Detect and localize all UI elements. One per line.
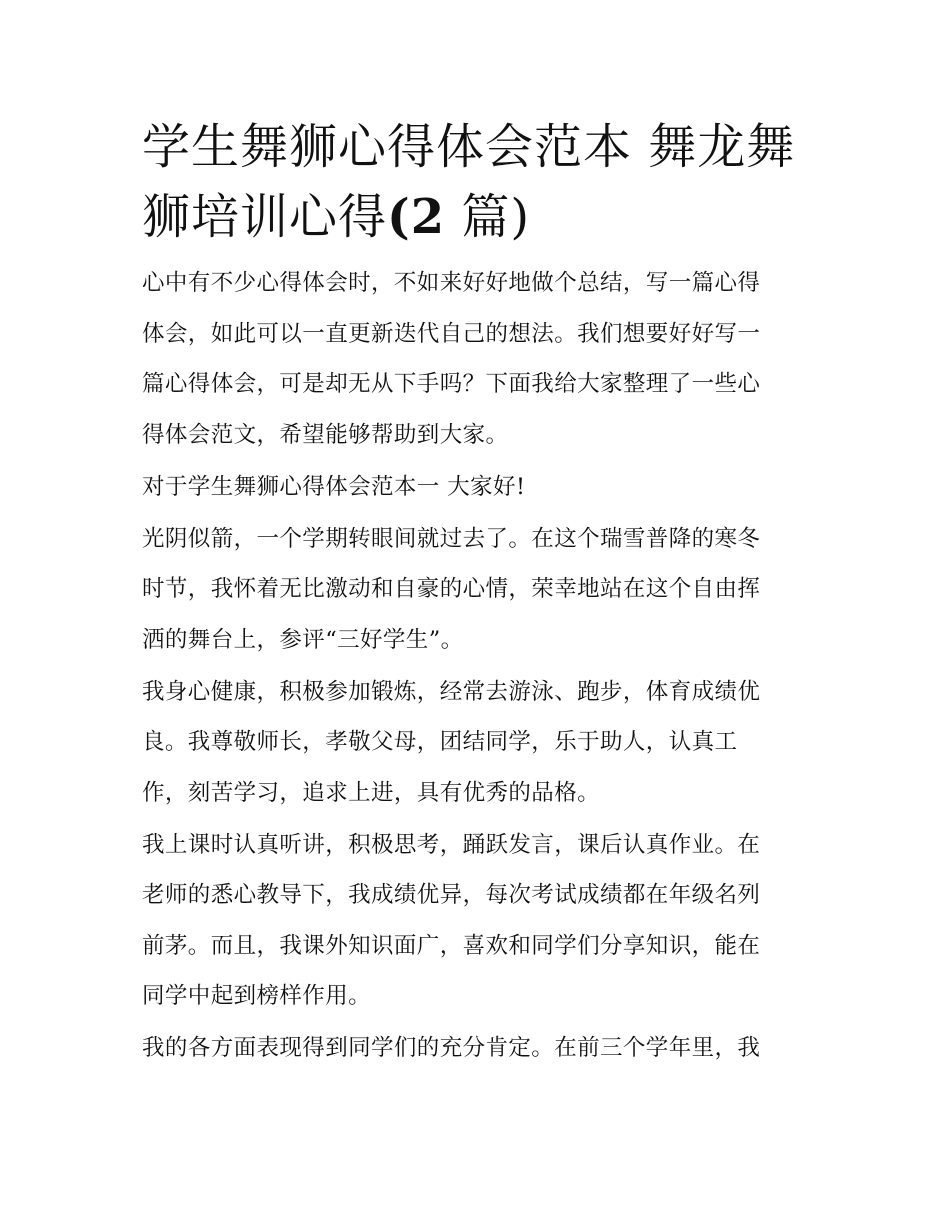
text-line: 体会，如此可以一直更新迭代自己的想法。我们想要好好写一: [142, 320, 761, 347]
text-line: 老师的悉心教导下，我成绩优异，每次考试成绩都在年级名列: [142, 882, 761, 908]
title-count: (2: [387, 189, 446, 245]
text-line: 光阴似箭，一个学期转眼间就过去了。在这个瑞雪普降的寒冬: [142, 525, 761, 552]
text-line: 我上课时认真听讲，积极思考，踊跃发言，课后认真作业。在: [142, 831, 761, 858]
text-line: 我的各方面表现得到同学们的充分肯定。在前三个学年里，我: [142, 1035, 761, 1061]
text-line: 我身心健康，积极参加锻炼，经常去游泳、跑步，体育成绩优: [142, 678, 761, 705]
paragraph: [142, 820, 812, 1022]
title-line: [142, 182, 812, 252]
document-body: [142, 258, 812, 1074]
text-line: 心中有不少心得体会时，不如来好好地做个总结，写一篇心得: [142, 270, 761, 296]
text-line: 良。我尊敬师长，孝敬父母，团结同学，乐于助人，认真工: [142, 729, 738, 755]
paragraph: [142, 462, 812, 513]
text-line: 同学中起到榜样作用。: [142, 983, 372, 1009]
text-line: 前茅。而且，我课外知识面广，喜欢和同学们分享知识，能在: [142, 932, 761, 959]
title-text: 篇): [445, 189, 531, 245]
text-line: 洒的舞台上，参评“三好学生”。: [142, 626, 464, 653]
text-line: 对于学生舞狮心得体会范本一 大家好!: [142, 473, 526, 500]
document-content: [142, 112, 812, 1075]
paragraph: [142, 258, 812, 460]
text-line: 篇心得体会，可是却无从下手吗？下面我给大家整理了一些心: [142, 371, 761, 397]
paragraph: [142, 1023, 812, 1074]
paragraph: [142, 514, 812, 666]
paragraph: [142, 667, 812, 819]
text-line: 得体会范文，希望能够帮助到大家。: [142, 421, 509, 448]
text-line: 作，刻苦学习，追求上进，具有优秀的品格。: [142, 779, 601, 806]
document-title: [142, 112, 812, 252]
title-line: 学生舞狮心得体会范本 舞龙舞: [142, 119, 796, 175]
title-text: 狮培训心得: [142, 189, 388, 245]
text-line: 时节，我怀着无比激动和自豪的心情，荣幸地站在这个自由挥: [142, 576, 761, 602]
